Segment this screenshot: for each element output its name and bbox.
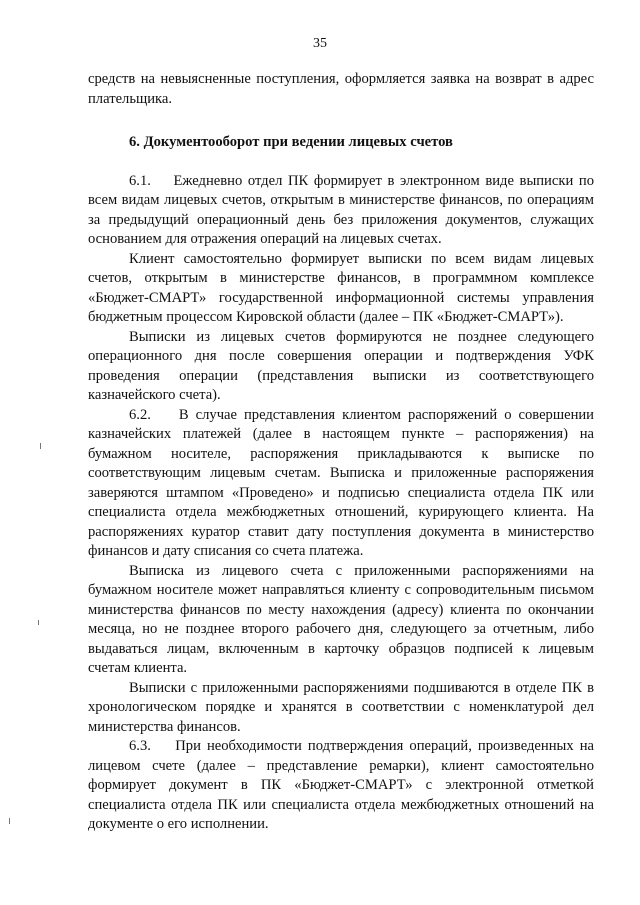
paragraph-statement-timing: Выписки из лицевых счетов формируются не позднее следующего операционного дня после совершения операции и подтверждения УФК проведения операции (представления выписки из соответствующего казначейского счета). (88, 328, 594, 403)
paragraph-6-3: 6.3. При необходимости подтверждения операций, произведенных на лицевом счете (далее – представление ремарки), клиент самостоятельно формирует документ в ПК «Бюджет-СМАРТ» с электронной отметкой специалиста отдела ПК или специалиста отдела межбюджетных отношений на документе о его исполнении. (88, 738, 594, 832)
paragraph-6-1: 6.1. Ежедневно отдел ПК формирует в электронном виде выписки по всем видам лицевых счетов, открытым в министерстве финансов, по операциям за предыдущий операционный день без приложения документов, служащих основанием для отражения операций на лицевых счетах. (88, 172, 594, 247)
document-body (88, 70, 594, 835)
page-number: 35 (313, 36, 327, 51)
paragraph-client-statements: Клиент самостоятельно формирует выписки по всем видам лицевых счетов, открытым в министерстве финансов, в программном комплексе «Бюджет-СМАРТ» государственной информационной системы управления бюджетным процессом Кировской области (далее – ПК «Бюджет-СМАРТ»). (88, 250, 594, 325)
scan-mark (38, 620, 39, 625)
paragraph-6-2: 6.2. В случае представления клиентом распоряжений о совершении казначейских платежей (далее в настоящем пункте – распоряжения) на бумажном носителе, распоряжения прикладываются к выписке по соответствующим лицевым счетам. Выписка и приложенные распоряжения заверяются штампом «Проведено» и подписью специалиста отдела ПК или специалиста отдела межбюджетных отношений, курирующего клиента. На распоряжениях куратор ставит дату поступления документа в министерство финансов и дату списания со счета платежа. (88, 406, 594, 559)
paragraph-paper-statement: Выписка из лицевого счета с приложенными распоряжениями на бумажном носителе может направляться клиенту с сопроводительным письмом министерства финансов по месту нахождения (адресу) клиента по окончании месяца, но не позднее второго рабочего дня, следующего за отчетным, либо выдаваться лицам, включенным в карточку образцов подписей к лицевым счетам клиента. (88, 562, 594, 676)
paragraph-filing: Выписки с приложенными распоряжениями подшиваются в отделе ПК в хронологическом порядке и хранятся в соответствии с номенклатурой дел министерства финансов. (88, 679, 594, 735)
section-heading: 6. Документооборот при ведении лицевых счетов (129, 134, 453, 150)
scan-mark (9, 818, 10, 824)
scan-mark (40, 443, 41, 449)
continuation-paragraph: средств на невыясненные поступления, оформляется заявка на возврат в адрес плательщика. (88, 71, 594, 107)
